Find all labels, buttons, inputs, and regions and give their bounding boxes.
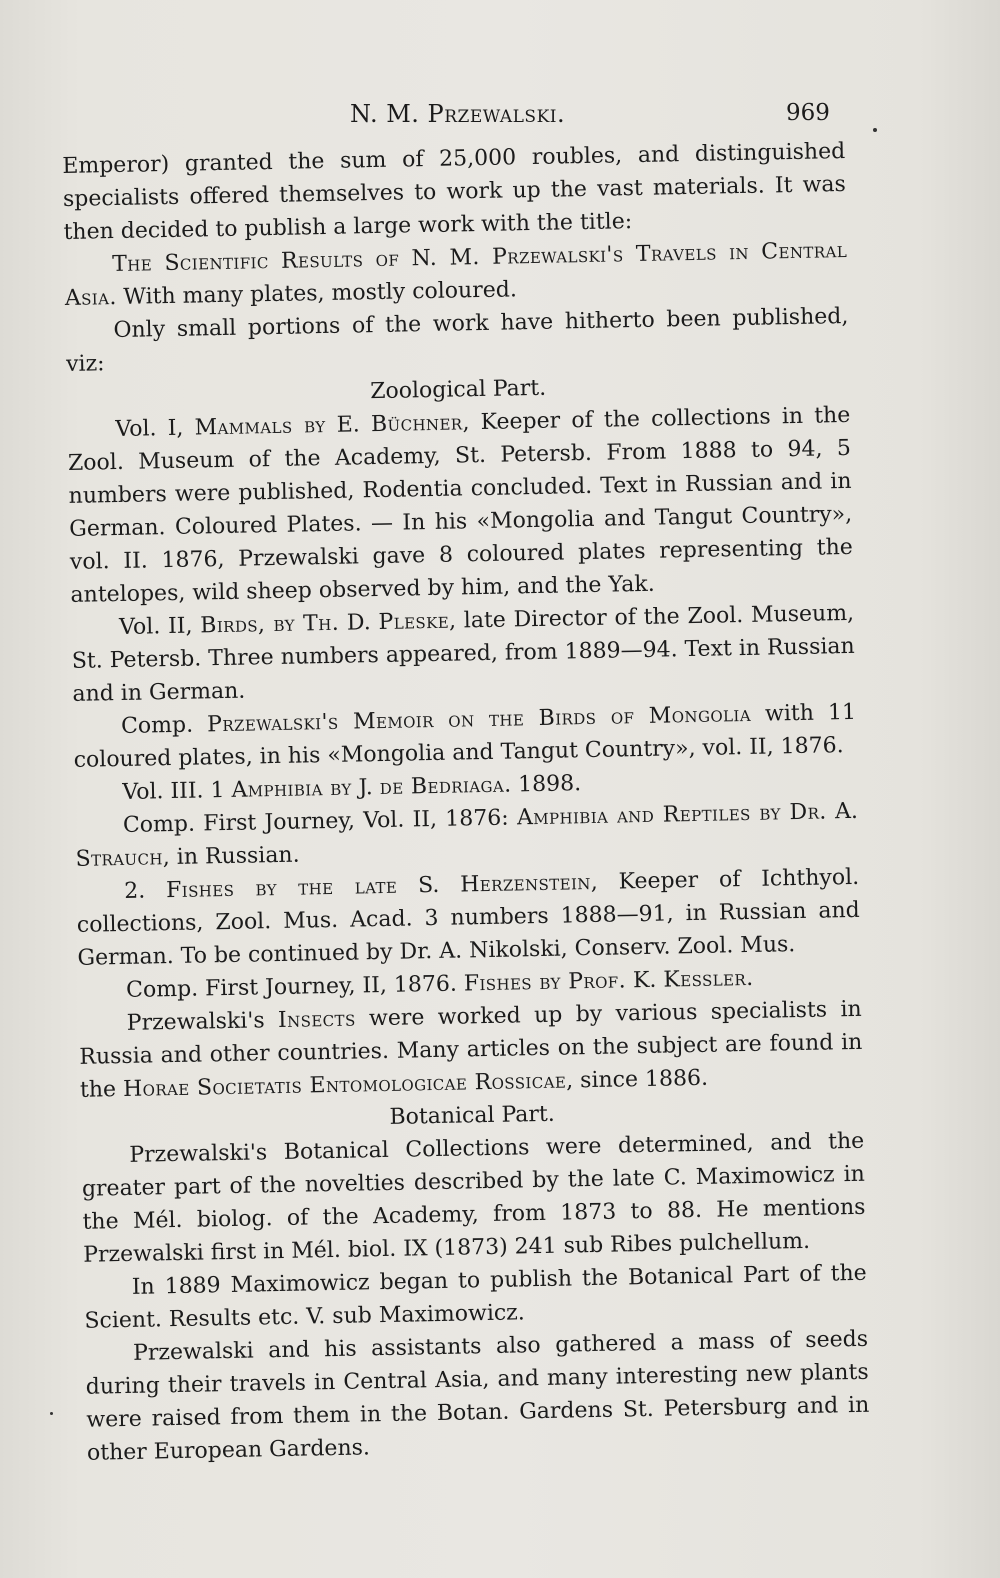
text-run: . With many plates, mostly coloured.	[109, 277, 518, 311]
text-run: A.	[826, 798, 859, 825]
small-caps-text: Przewalski's Memoir on the Birds of Mongolia	[206, 701, 752, 738]
small-caps-text: Fishes by the late	[165, 873, 398, 904]
text-run: E.	[325, 412, 372, 438]
text-run: Przewalski's	[126, 1008, 279, 1036]
small-caps-text: The Scientific Results of N. M. Przewalski's Travels in Central Asia	[64, 237, 848, 311]
text-run: .	[745, 965, 754, 992]
text-run: Vol. III. 1	[122, 777, 232, 805]
small-caps-text: Amphibia and Reptiles by Dr.	[516, 799, 827, 831]
speck-mark	[873, 128, 877, 132]
text-run: K.	[625, 967, 664, 994]
small-caps-text: Horae Societatis Entomologicae Rossicae	[122, 1068, 567, 1102]
page-header	[0, 100, 1000, 136]
small-caps-text: Büchner	[370, 410, 463, 438]
text-run: Comp.	[120, 712, 208, 739]
paragraph	[76, 861, 861, 975]
page-number: 969	[786, 100, 830, 126]
text-run: 2.	[124, 878, 167, 904]
text-run: were worked up by various specialists in Russia and other countries. Many articles on the subject are found in the	[79, 996, 863, 1103]
text-run: Comp. First Journey, Vol. II, 1876:	[122, 805, 518, 838]
text-run: with 11 coloured plates, in his «Mongolia and Tangut Country», vol. II, 1876.	[73, 699, 857, 773]
small-caps-text: de Bedriaga	[379, 772, 505, 801]
text-run: , Keeper of the collections in the Zool. Museum of the Academy, St. Petersb. From 1888 to 94, 5 numbers were published, Rodentia concluded. Text in Russian and in German. Coloured Plates. — In his «Mongolia and Tangut Country», vol. II. 1876, Przewalski gave 8 coloured plates representing the antelopes, wild sheep observed by him, and the Yak.	[67, 402, 854, 608]
text-run: Przewalski's Botanical Collections were determined, and the greater part of the novelties described by the late C. Maximowicz in the Mél. biolog. of the Academy, from 1873 to 88. He mentions Przewalski first in Mél. biol. IX (1873) 241 sub Ribes pulchellum.	[81, 1128, 866, 1268]
text-run: Zoological Part.	[369, 375, 547, 405]
small-caps-text: Amphibia by	[231, 775, 352, 803]
small-caps-text: Strauch	[75, 845, 164, 872]
paragraph	[78, 993, 863, 1107]
text-run: , in Russian.	[162, 842, 300, 871]
text-run: Comp. First Journey, II, 1876.	[125, 971, 465, 1003]
text-run: Botanical Part.	[389, 1101, 555, 1130]
small-caps-text: Insects	[277, 1006, 356, 1034]
paragraph	[67, 399, 854, 612]
small-caps-text: Pleske	[378, 608, 450, 636]
small-caps-text: Fishes by Prof.	[463, 968, 627, 997]
small-caps-text: Kessler	[663, 966, 747, 993]
small-caps-text: Mammals by	[194, 412, 326, 441]
running-head: N. M. Przewalski.	[350, 100, 566, 128]
paragraph	[62, 135, 847, 249]
text-run: , since 1886.	[565, 1065, 709, 1094]
text-run: In 1889 Maximowicz began to publish the Botanical Part of the Scient. Results etc. V. sub Maximowicz.	[84, 1260, 867, 1334]
paragraph	[71, 597, 856, 711]
text-run: D.	[338, 610, 379, 636]
text-run: Only small portions of the work have hitherto been published, viz:	[65, 303, 849, 377]
text-run: Vol. I,	[115, 415, 195, 443]
text-run: . 1898.	[503, 771, 582, 798]
text-run: J.	[351, 775, 381, 801]
paragraph	[85, 1323, 870, 1470]
text-run: , Keeper of Ichthyol. collections, Zool. Mus. Acad. 3 numbers 1888—91, in Russian and German. To be continued by Dr. A. Nikolski, Conserv. Zool. Mus.	[76, 864, 860, 971]
text-run: Vol. II,	[118, 613, 201, 640]
text-run: S.	[396, 872, 461, 899]
paragraph	[81, 1125, 866, 1272]
text-run: Emperor) granted the sum of 25,000 roubles, and distinguished specialists offered themselves to work up the vast materials. It was then decided to publish a large work with the title:	[62, 138, 847, 245]
text-run: Przewalski and his assistants also gathered a mass of seeds during their travels in Central Asia, and many interesting new plants were raised from them in the Botan. Gardens St. Petersburg and in other European Gardens.	[85, 1326, 870, 1466]
small-caps-text: Herzenstein	[459, 869, 592, 898]
text-run: , late Director of the Zool. Museum, St. Petersb. Three numbers appeared, from 1889—94. Text in Russian and in German.	[71, 600, 855, 707]
speck-mark	[50, 1412, 53, 1415]
body-text	[62, 135, 870, 1470]
small-caps-text: Birds, by Th.	[200, 610, 340, 639]
